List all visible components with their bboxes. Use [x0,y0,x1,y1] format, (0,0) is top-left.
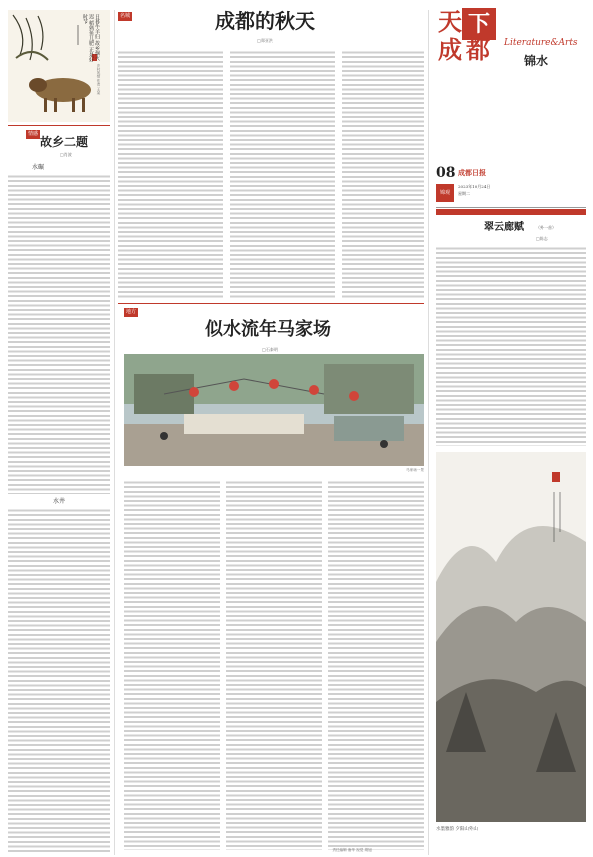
issue-date: 2023年10月24日 [458,184,491,189]
horse-byline: □石泰明 [262,347,278,352]
divider [8,125,110,126]
logo-char-2: 下 [462,8,496,40]
column-divider [114,10,115,855]
autumn-col-3 [342,50,424,300]
logo-char-1: 天 [438,7,462,36]
horse-col-3 [328,480,424,850]
ink-painting-art [436,452,586,822]
column-divider-right [428,10,429,855]
logo-en: Literature&Arts [504,38,578,48]
photo-caption: 马家场一景 [406,468,424,472]
horse-col-2 [226,480,322,850]
right-title-note: （外一首） [536,225,556,230]
autumn-col-1 [118,50,223,300]
hometown-byline: □肖波 [60,152,72,157]
right-body-text [436,246,586,446]
painting-caption: 乡村风情 作者 王某 [97,64,101,95]
masthead-logo [436,8,586,68]
divider-mid [118,303,424,304]
ink-painting [436,452,586,822]
autumn-col-2 [230,50,335,300]
hometown-body-text-2 [8,508,110,853]
right-byline: □陈志 [536,236,548,241]
section-tag-hometown: 情感 [27,131,38,137]
logo-char-4: 都 [466,35,490,64]
editor-line: 责任编辑 唐华 视觉 胡旭 [332,848,372,852]
horse-col-1 [124,480,220,850]
horse-title: 似水流年马家场 [205,319,331,340]
right-title: 翠云廊赋 [484,222,524,233]
main-title: 成都的秋天 [215,9,315,33]
hometown-body-text [8,174,110,494]
hometown-sub2: 水井 [52,498,65,505]
hometown-sub1: 水碾 [31,164,44,171]
issue-number: 08 [436,165,456,181]
masthead-red-bar [436,209,586,215]
main-byline: □郑亚洪 [257,38,273,43]
section-tag-place: 地方 [125,309,136,315]
brand-name: 锦水 [524,54,549,68]
painting-caption-right: 水墨雅韵 夕阳山外山 [436,827,478,832]
masthead-rule [436,207,586,208]
logo-char-3: 成 [438,35,462,64]
issue-weekday: 星期二 [458,191,470,196]
paper-name: 成都日报 [458,168,486,177]
market-photo-art [124,354,424,466]
hometown-title: 故乡二题 [40,135,89,149]
market-photo [124,354,424,466]
section-tag-city: 名城 [119,13,130,19]
painting-poem: 日暮牛羊归 故乡烟火迟 稻熟鱼儿肥 正是好时节 [82,14,100,63]
paper-tag: 锦观 [436,184,454,202]
